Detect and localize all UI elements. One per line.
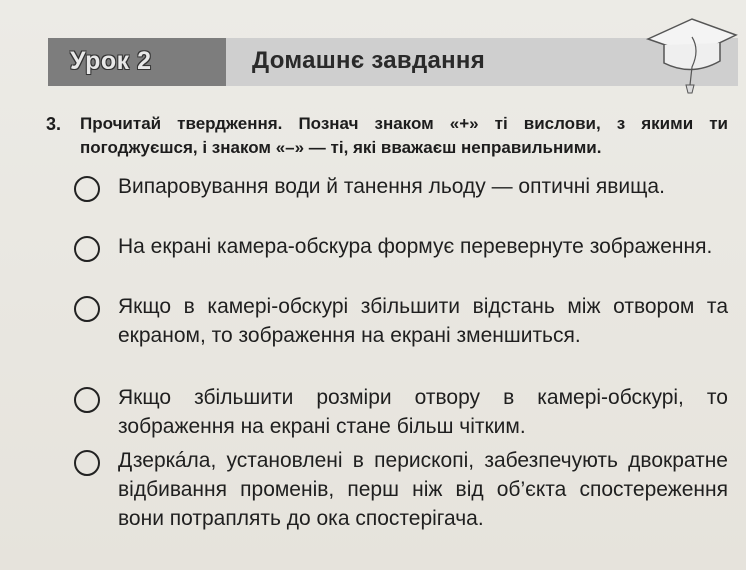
statement-text: Випаровування води й танення льоду — оптичні явища.: [118, 175, 665, 198]
task-number: 3.: [46, 114, 62, 134]
answer-circle[interactable]: [74, 450, 100, 476]
task-instruction: Прочитай твердження. Познач знаком «+» ті вислови, з якими ти погоджуєшся, і знаком «–» — ті, які вважаєш неправильними.: [80, 114, 728, 157]
lesson-label: Урок 2: [70, 47, 152, 75]
answer-circle[interactable]: [74, 176, 100, 202]
statement-text: Якщо збільшити розміри отвору в камері-обскурі, то зображення на екрані стане більш чітким.: [118, 386, 728, 438]
statement-text: Дзеркáла, установлені в перископі, забезпечують двократне відбивання променів, перш ніж від об’єкта спостереження вони потраплять до ока спостерігача.: [118, 449, 728, 530]
graduation-cap-icon: [640, 5, 740, 95]
answer-circle[interactable]: [74, 387, 100, 413]
answer-circle[interactable]: [74, 296, 100, 322]
statement-text: Якщо в камері-обскурі збільшити відстань між отвором та екраном, то зображення на екрані зменшиться.: [118, 295, 728, 347]
section-title: Домашнє завдання: [252, 47, 486, 74]
answer-circle[interactable]: [74, 236, 100, 262]
statement-text: На екрані камера-обскура формує перевернуте зображення.: [118, 235, 713, 258]
